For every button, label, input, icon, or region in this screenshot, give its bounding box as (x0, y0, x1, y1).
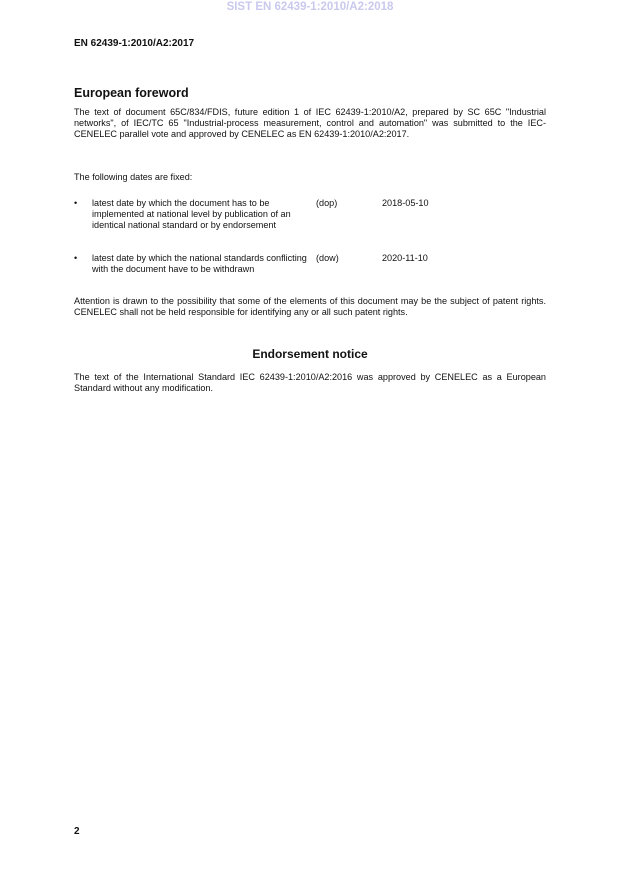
page-number: 2 (74, 826, 80, 837)
dates-intro: The following dates are fixed: (74, 172, 193, 182)
foreword-intro: The text of document 65C/834/FDIS, future edition 1 of IEC 62439-1:2010/A2, prepared by SC 65C "Industrial networks", of IEC/TC 65 "Industrial-process measurement, control and automation" was submitted to the IEC-CENELEC parallel vote and approved by CENELEC as EN 62439-1:2010/A2:2017. (74, 107, 546, 139)
date-value: 2018-05-10 (382, 198, 429, 208)
bullet-icon: • (74, 253, 78, 263)
date-value: 2020-11-10 (382, 253, 428, 263)
bullet-icon: • (74, 198, 78, 208)
patent-notice: Attention is drawn to the possibility that some of the elements of this document may be the subject of patent rights. CENELEC shall not be held responsible for identifying any or all such patent rights. (74, 296, 546, 317)
date-abbreviation: (dop) (316, 198, 338, 208)
watermark: SIST EN 62439-1:2010/A2:2018 (226, 1, 394, 13)
endorsement-text: The text of the International Standard IEC 62439-1:2010/A2:2016 was approved by CENELEC as a European Standard without any modification. (74, 372, 546, 393)
date-abbreviation: (dow) (316, 253, 339, 263)
date-description: latest date by which the document has to be implemented at national level by publication of an identical national standard or by endorsement (92, 198, 291, 230)
document-header: EN 62439-1:2010/A2:2017 (74, 38, 195, 49)
endorsement-title: Endorsement notice (252, 347, 368, 361)
foreword-title: European foreword (74, 86, 189, 100)
date-description: latest date by which the national standards conflicting with the document have to be withdrawn (92, 253, 307, 274)
